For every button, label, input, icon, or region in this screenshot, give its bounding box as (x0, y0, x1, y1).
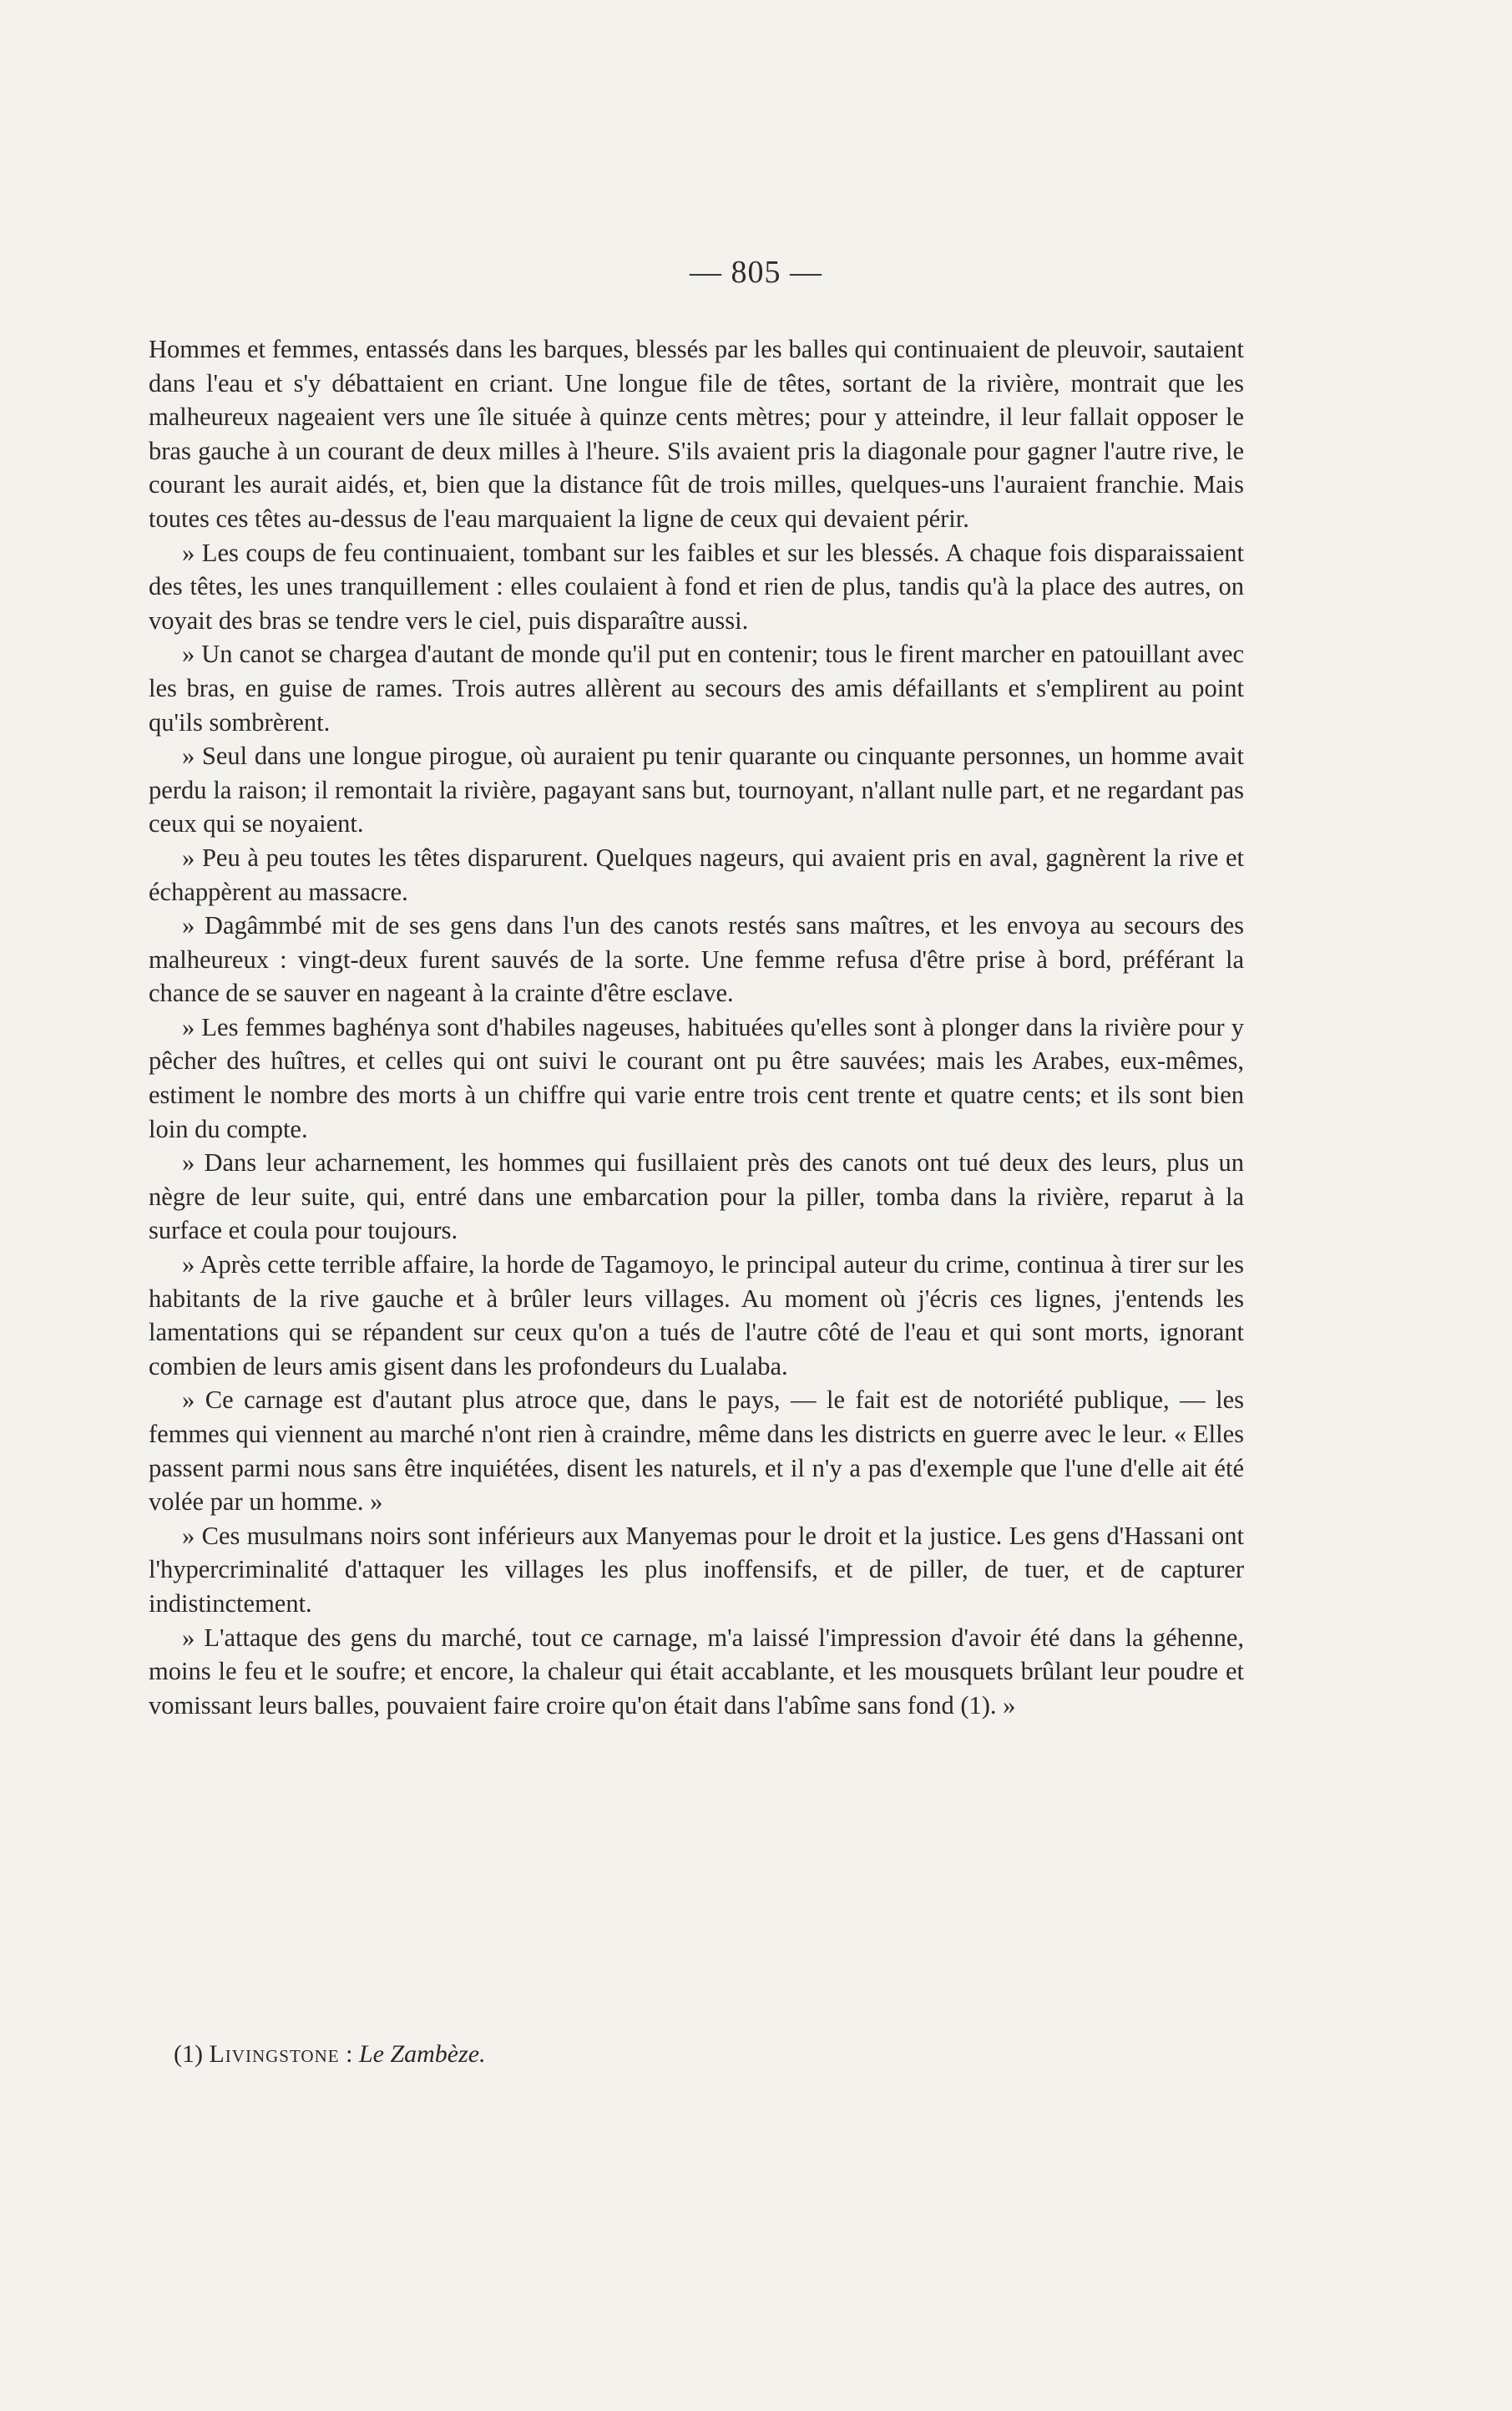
paragraph: » Un canot se chargea d'autant de monde qu'il put en contenir; tous le firent marcher en patouillant avec les bras, en guise de rames. Trois autres allèrent au secours des amis défaillants et s'emplirent au point qu'ils sombrèrent. (149, 640, 1244, 737)
paragraph: » Les femmes baghénya sont d'habiles nageuses, habituées qu'elles sont à plonger dans la rivière pour y pêcher des huîtres, et celles qui ont suivi le courant ont pu être sauvées; mais les Arabes, eux-mêmes, estiment le nombre des morts à un chiffre qui varie entre trois cent trente et quatre cents; et ils sont bien loin du compte. (149, 1012, 1244, 1143)
paragraph: » Ce carnage est d'autant plus atroce que, dans le pays, — le fait est de notoriété publique, — les femmes qui viennent au marché n'ont rien à craindre, même dans les districts en guerre avec le leur. « Elles passent parmi nous sans être inquiétées, disent les naturels, et il n'y a pas d'exemple que l'une d'elle ait été volée par un homme. » (149, 1385, 1244, 1517)
paragraph: » Ces musulmans noirs sont inférieurs aux Manyemas pour le droit et la justice. Les gens d'Hassani ont l'hypercriminalité d'attaquer les villages les plus inoffensifs, et de piller, de tuer, et de capturer indistinctement. (149, 1521, 1244, 1618)
footnote-author: Livingstone (209, 2040, 340, 2068)
paragraph: » Peu à peu toutes les têtes disparurent. Quelques nageurs, qui avaient pris en aval, gagnèrent la rive et échappèrent au massacre. (149, 843, 1244, 906)
page-number: — 805 — (690, 255, 822, 290)
paragraph: Hommes et femmes, entassés dans les barques, blessés par les balles qui continuaient de pleuvoir, sautaient dans l'eau et s'y débattaient en criant. Une longue file de têtes, sortant de la rivière, montrait que les malheureux nageaient vers une île située à quinze cents mètres; pour y atteindre, il leur fallait opposer le bras gauche à un courant de deux milles à l'heure. S'ils avaient pris la diagonale pour gagner l'autre rive, le courant les aurait aidés, et, bien que la distance fût de trois milles, quelques-uns l'auraient franchie. Mais toutes ces têtes au-dessus de l'eau marquaient la ligne de ceux qui devaient périr. (149, 335, 1244, 533)
paragraph: » L'attaque des gens du marché, tout ce carnage, m'a laissé l'impression d'avoir été dans la géhenne, moins le feu et le soufre; et encore, la chaleur qui était accablante, et les mousquets brûlant leur poudre et vomissant leurs balles, pouvaient faire croire qu'on était dans l'abîme sans fond (1). » (149, 1623, 1244, 1720)
paragraph: » Seul dans une longue pirogue, où auraient pu tenir quarante ou cinquante personnes, un homme avait perdu la raison; il remontait la rivière, pagayant sans but, tournoyant, n'allant nulle part, et ne regardant pas ceux qui se noyaient. (149, 742, 1244, 838)
paragraph: » Les coups de feu continuaient, tombant sur les faibles et sur les blessés. A chaque fois disparaissaient des têtes, les unes tranquillement : elles coulaient à fond et rien de plus, tandis qu'à la place des autres, on voyait des bras se tendre vers le ciel, puis disparaître aussi. (149, 538, 1244, 635)
footnote-marker: (1) (174, 2040, 203, 2068)
body-text (149, 332, 1244, 1722)
footnote-separator: : (339, 2040, 359, 2068)
paragraph: » Dans leur acharnement, les hommes qui fusillaient près des canots ont tué deux des leurs, plus un nègre de leur suite, qui, entré dans une embarcation pour la piller, tomba dans la rivière, reparut à la surface et coula pour toujours. (149, 1148, 1244, 1245)
footnote-title: Le Zambèze. (358, 2040, 486, 2068)
paragraph: » Dagâmmbé mit de ses gens dans l'un des canots restés sans maîtres, et les envoya au secours des malheureux : vingt-deux furent sauvés de la sorte. Une femme refusa d'être prise à bord, préférant la chance de se sauver en nageant à la crainte d'être esclave. (149, 911, 1244, 1008)
paragraph: » Après cette terrible affaire, la horde de Tagamoyo, le principal auteur du crime, continua à tirer sur les habitants de la rive gauche et à brûler leurs villages. Au moment où j'écris ces lignes, j'entends les lamentations qui se répandent sur ceux qu'on a tués de l'autre côté de l'eau et qui sont morts, ignorant combien de leurs amis gisent dans les profondeurs du Lualaba. (149, 1250, 1244, 1380)
footnote (174, 2038, 486, 2071)
